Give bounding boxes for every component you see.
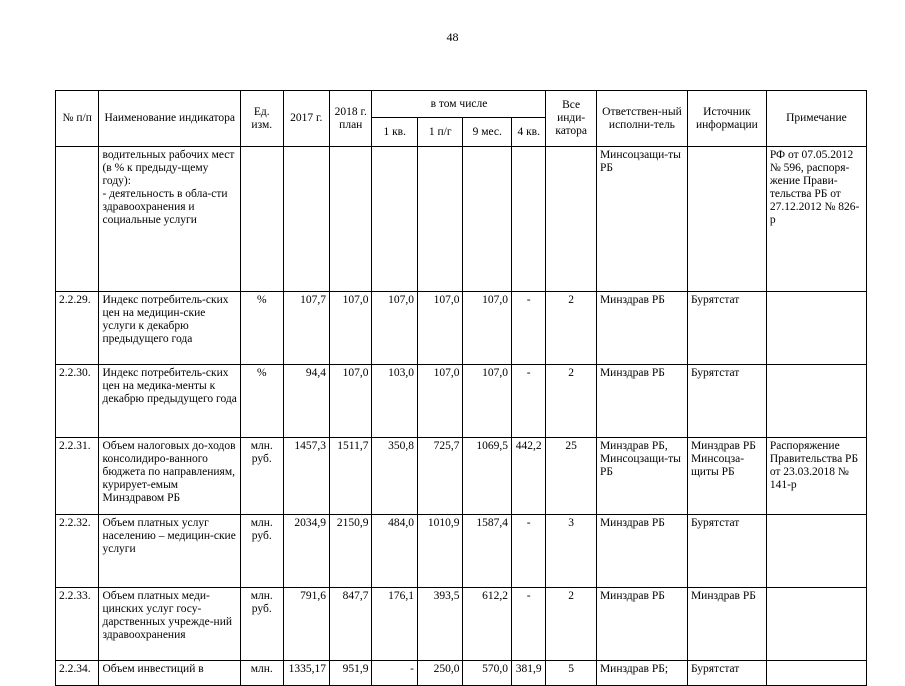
cell-2018: 847,7 — [330, 588, 372, 661]
cell-responsible: Минсоцзащи-ты РБ — [596, 147, 687, 292]
header-q1: 1 кв. — [372, 118, 418, 147]
cell-q4: - — [512, 515, 546, 588]
cell-note — [766, 588, 866, 661]
cell-note: РФ от 07.05.2012 № 596, распоря-жение Прави-тельства РБ от 27.12.2012 № 826-р — [766, 147, 866, 292]
cell-q4: - — [512, 588, 546, 661]
table-row — [56, 438, 867, 515]
cell-source: Минздрав РБ — [687, 588, 766, 661]
cell-h1: 1010,9 — [417, 515, 463, 588]
cell-2017: 107,7 — [283, 292, 330, 365]
cell-q4: - — [512, 292, 546, 365]
cell-unit: млн. — [241, 661, 283, 686]
cell-note: Распоряжение Правительства РБ от 23.03.2018 № 141-р — [766, 438, 866, 515]
cell-all: 3 — [546, 515, 597, 588]
cell-q4: - — [512, 365, 546, 438]
cell-h1: 250,0 — [417, 661, 463, 686]
header-9m: 9 мес. — [463, 118, 512, 147]
cell-source: Бурятстат — [687, 292, 766, 365]
cell-name: водительных рабочих мест (в % к предыду-щему году): - деятельность в обла-сти здравоохранения и социальные услуги — [99, 147, 241, 292]
cell-2018: 951,9 — [330, 661, 372, 686]
header-num: № п/п — [56, 91, 99, 147]
table-row — [56, 661, 867, 686]
cell-all: 5 — [546, 661, 597, 686]
cell-note — [766, 661, 866, 686]
cell-h1: 107,0 — [417, 365, 463, 438]
cell-responsible: Минздрав РБ; — [596, 661, 687, 686]
cell-num: 2.2.33. — [56, 588, 99, 661]
table-row — [56, 292, 867, 365]
cell-2017: 791,6 — [283, 588, 330, 661]
header-responsible: Ответствен-ный исполни-тель — [596, 91, 687, 147]
page-number: 48 — [446, 30, 459, 44]
cell-responsible: Минздрав РБ — [596, 292, 687, 365]
header-including: в том числе — [372, 91, 546, 118]
cell-responsible: Минздрав РБ — [596, 588, 687, 661]
header-note: Примечание — [766, 91, 866, 147]
cell-name: Объем налоговых до-ходов консолидиро-ванного бюджета по направлениям, курирует-емым Минздравом РБ — [99, 438, 241, 515]
cell-source: Бурятстат — [687, 515, 766, 588]
cell-name: Объем платных услуг населению – медицин-ские услуги — [99, 515, 241, 588]
cell-note — [766, 292, 866, 365]
table-row — [56, 588, 867, 661]
header-unit: Ед. изм. — [241, 91, 283, 147]
cell-responsible: Минздрав РБ, Минсоцзащи-ты РБ — [596, 438, 687, 515]
cell-2017: 1335,17 — [283, 661, 330, 686]
table-row — [56, 515, 867, 588]
cell-name: Объем инвестиций в — [99, 661, 241, 686]
cell-9m: 570,0 — [463, 661, 512, 686]
cell-9m: 612,2 — [463, 588, 512, 661]
cell-h1: 107,0 — [417, 292, 463, 365]
cell-9m: 1587,4 — [463, 515, 512, 588]
cell-unit: млн. руб. — [241, 515, 283, 588]
cell-2017: 94,4 — [283, 365, 330, 438]
table-row-continued — [56, 147, 867, 292]
table-row — [56, 365, 867, 438]
cell-all: 2 — [546, 365, 597, 438]
cell-9m: 107,0 — [463, 292, 512, 365]
cell-2017: 1457,3 — [283, 438, 330, 515]
cell-num: 2.2.30. — [56, 365, 99, 438]
header-q4: 4 кв. — [512, 118, 546, 147]
cell-name: Индекс потребитель-ских цен на медика-менты к декабрю предыдущего года — [99, 365, 241, 438]
cell-q1: 484,0 — [372, 515, 418, 588]
cell-note — [766, 365, 866, 438]
header-source: Источник информации — [687, 91, 766, 147]
cell-all: 2 — [546, 588, 597, 661]
cell-2018: 107,0 — [330, 292, 372, 365]
cell-num: 2.2.34. — [56, 661, 99, 686]
cell-2018: 1511,7 — [330, 438, 372, 515]
cell-9m: 1069,5 — [463, 438, 512, 515]
cell-unit: млн. руб. — [241, 588, 283, 661]
cell-2018: 2150,9 — [330, 515, 372, 588]
cell-q4: 381,9 — [512, 661, 546, 686]
cell-h1: 725,7 — [417, 438, 463, 515]
cell-num: 2.2.31. — [56, 438, 99, 515]
cell-2018: 107,0 — [330, 365, 372, 438]
cell-source: Бурятстат — [687, 365, 766, 438]
cell-num: 2.2.29. — [56, 292, 99, 365]
cell-name: Индекс потребитель-ских цен на медицин-ские услуги к декабрю предыдущего года — [99, 292, 241, 365]
cell-h1: 393,5 — [417, 588, 463, 661]
header-name: Наименование индикатора — [99, 91, 241, 147]
cell-num: 2.2.32. — [56, 515, 99, 588]
cell-q1: 176,1 — [372, 588, 418, 661]
cell-q1: 103,0 — [372, 365, 418, 438]
indicators-table — [55, 90, 867, 686]
cell-q1: - — [372, 661, 418, 686]
cell-unit: % — [241, 365, 283, 438]
cell-source: Минздрав РБ Минсоцза-щиты РБ — [687, 438, 766, 515]
cell-9m: 107,0 — [463, 365, 512, 438]
cell-all: 25 — [546, 438, 597, 515]
cell-responsible: Минздрав РБ — [596, 365, 687, 438]
header-2017: 2017 г. — [283, 91, 330, 147]
cell-all: 2 — [546, 292, 597, 365]
cell-unit: млн. руб. — [241, 438, 283, 515]
cell-unit: % — [241, 292, 283, 365]
cell-source: Бурятстат — [687, 661, 766, 686]
header-h1: 1 п/г — [417, 118, 463, 147]
header-2018: 2018 г. план — [330, 91, 372, 147]
cell-q4: 442,2 — [512, 438, 546, 515]
cell-q1: 107,0 — [372, 292, 418, 365]
header-row-1 — [56, 91, 867, 118]
cell-2017: 2034,9 — [283, 515, 330, 588]
cell-note — [766, 515, 866, 588]
cell-responsible: Минздрав РБ — [596, 515, 687, 588]
cell-name: Объем платных меди-цинских услуг госу-дарственных учрежде-ний здравоохранения — [99, 588, 241, 661]
cell-q1: 350,8 — [372, 438, 418, 515]
header-all: Все инди-катора — [546, 91, 597, 147]
